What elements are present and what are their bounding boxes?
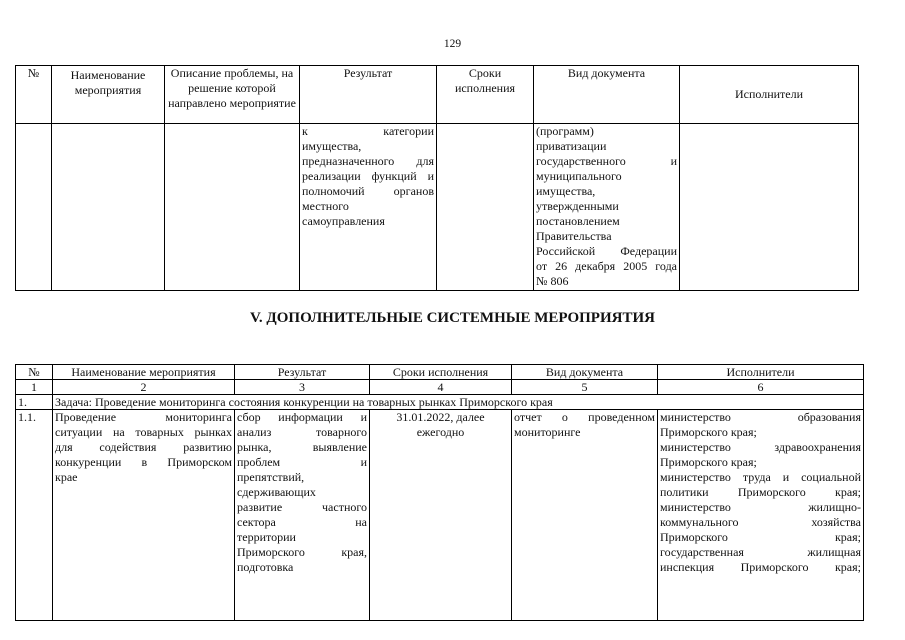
section-heading: V. ДОПОЛНИТЕЛЬНЫЕ СИСТЕМНЫЕ МЕРОПРИЯТИЯ [250, 310, 655, 326]
cell-executors [680, 124, 859, 291]
header-executors: Исполнители [680, 66, 859, 124]
header-result: Результат [300, 66, 437, 124]
header-deadline: Сроки исполнения [437, 66, 534, 124]
header-event-name: Наименование мероприятия [53, 365, 235, 380]
column-number: 3 [235, 380, 370, 395]
column-number: 2 [53, 380, 235, 395]
cell-event-name [52, 124, 165, 291]
column-number: 1 [16, 380, 53, 395]
cell-document-type: отчет о проведенном мониторинге [512, 410, 658, 621]
header-result: Результат [235, 365, 370, 380]
header-number: № [16, 365, 53, 380]
header-document-type: Вид документа [512, 365, 658, 380]
header-document-type: Вид документа [534, 66, 680, 124]
column-number: 5 [512, 380, 658, 395]
page-number: 129 [443, 38, 462, 50]
task-text: Задача: Проведение мониторинга состояния конкуренции на товарных рынках Приморского края [53, 395, 864, 410]
table-additional-measures [15, 364, 864, 621]
table-continued [15, 65, 859, 291]
table-header-row [16, 365, 864, 380]
cell-problem-description [165, 124, 300, 291]
column-number: 4 [370, 380, 512, 395]
row-number: 1.1. [16, 410, 53, 621]
header-executors: Исполнители [658, 365, 864, 380]
cell-executors: министерство образования Приморского края; министерство здравоохранения Приморского края; министерство труда и социальной политики Приморского края; министерство жилищно- коммунального хозяйства Приморского края; государственная жилищная инспекция Приморского края; [658, 410, 864, 621]
cell-event-name: Проведение мониторинга ситуации на товарных рынках для содействия развитию конкуренции в Приморском крае [53, 410, 235, 621]
table-row [16, 124, 859, 291]
cell-result: сбор информации и анализ товарного рынка, выявление проблем и препятствий, сдерживающих развитие частного сектора на территории Приморского края, подготовка [235, 410, 370, 621]
header-number: № [16, 66, 52, 124]
table-header-row [16, 66, 859, 124]
cell-deadline: 31.01.2022, далее ежегодно [370, 410, 512, 621]
cell-number [16, 124, 52, 291]
task-row [16, 395, 864, 410]
cell-deadline [437, 124, 534, 291]
cell-document-type: (программ) приватизации государственного и муниципального имущества, утвержденными постановлением Правительства Российской Федерации от 26 декабря 2005 года № 806 [534, 124, 680, 291]
column-number-row [16, 380, 864, 395]
column-number: 6 [658, 380, 864, 395]
task-number: 1. [16, 395, 53, 410]
header-problem-description: Описание проблемы, на решение которой направлено мероприятие [165, 66, 300, 124]
table-row [16, 410, 864, 621]
header-event-name: Наименование мероприятия [52, 66, 165, 124]
cell-result: к категории имущества, предназначенного для реализации функций и полномочий органов местного самоуправления [300, 124, 437, 291]
header-deadline: Сроки исполнения [370, 365, 512, 380]
